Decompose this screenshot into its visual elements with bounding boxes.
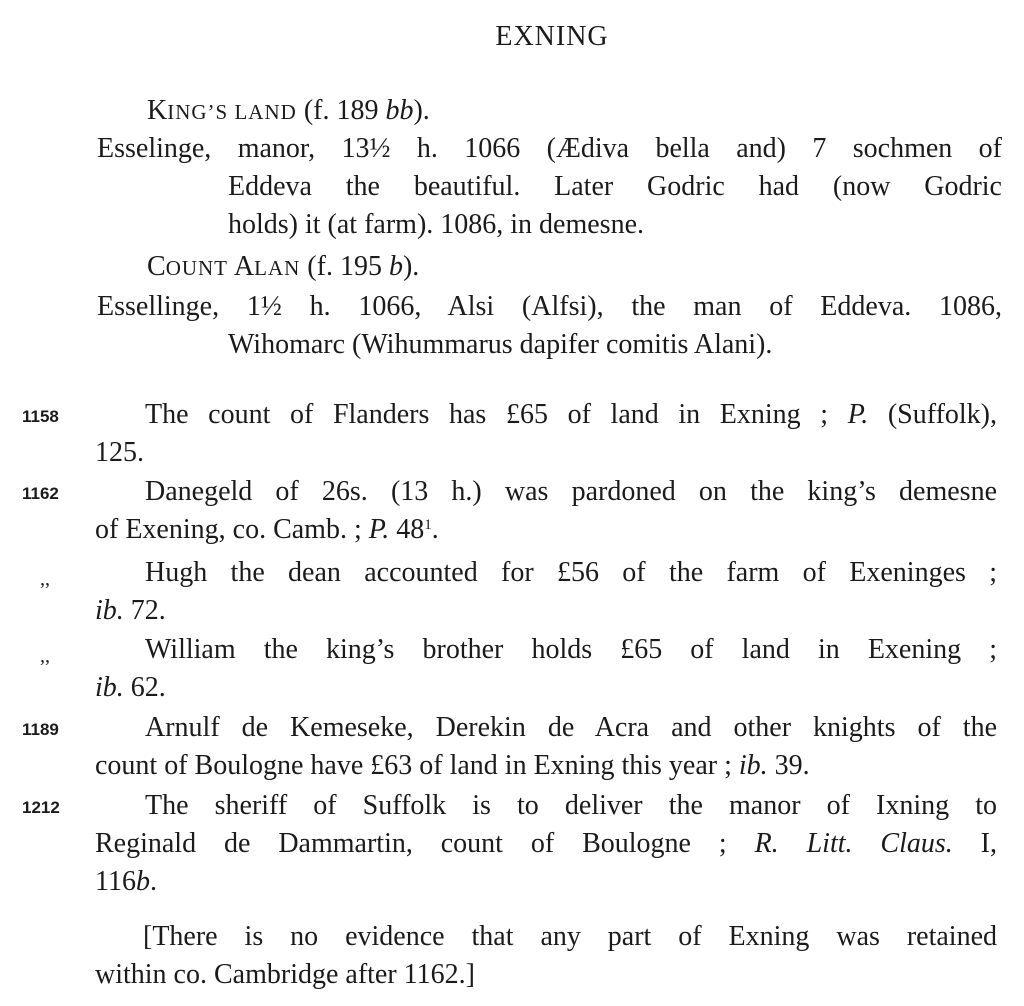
record-1212: The sheriff of Suffolk is to deliver the manor of Ixning to Reginald de Dammartin, count of Boulogne ; R. Litt. Claus. I, 116b. xyxy=(95,790,997,897)
essellinge-entry: Essellinge, 1½ h. 1066, Alsi (Alfsi), the man of Eddeva. 1086, Wihomarc (Wihummarus dapifer comitis Alani). xyxy=(97,291,1002,360)
year-label: 1212 xyxy=(22,798,60,817)
year-label: 1158 xyxy=(22,407,59,426)
count-alan-heading: COUNT ALAN (f. 195 b). xyxy=(147,251,420,282)
record-1189: Arnulf de Kemeseke, Derekin de Acra and other knights of the count of Boulogne have £63 of land in Exning this year ; ib. 39. xyxy=(95,712,997,781)
closing-note: [There is no evidence that any part of Exning was retained within co. Cambridge after 1162.] xyxy=(95,921,997,990)
ditto-mark: ,, xyxy=(40,645,50,667)
year-label: 1189 xyxy=(22,720,59,739)
kings-land-heading: KING’S LAND (f. 189 bb). xyxy=(147,95,430,126)
record-1162: Danegeld of 26s. (13 h.) was pardoned on the king’s demesne of Exening, co. Camb. ; P. $48^1$. xyxy=(95,476,997,545)
record-william: William the king’s brother holds £65 of land in Exening ; ib. 62. xyxy=(95,634,997,703)
year-label: 1162 xyxy=(22,484,59,503)
esselinge-entry: Esselinge, manor, 13½ h. 1066 (Ædiva bella and) 7 sochmen of Eddeva the beautiful. Later Godric had (now Godric holds) it (at farm). 1086, in demesne. xyxy=(97,133,1002,240)
record-hugh: Hugh the dean accounted for £56 of the farm of Exeninges ; ib. 72. xyxy=(95,557,997,626)
page-title: EXNING xyxy=(495,21,609,52)
record-1158: The count of Flanders has £65 of land in Exning ; P. (Suffolk), 125. xyxy=(95,399,997,468)
ditto-mark: ,, xyxy=(40,568,50,590)
